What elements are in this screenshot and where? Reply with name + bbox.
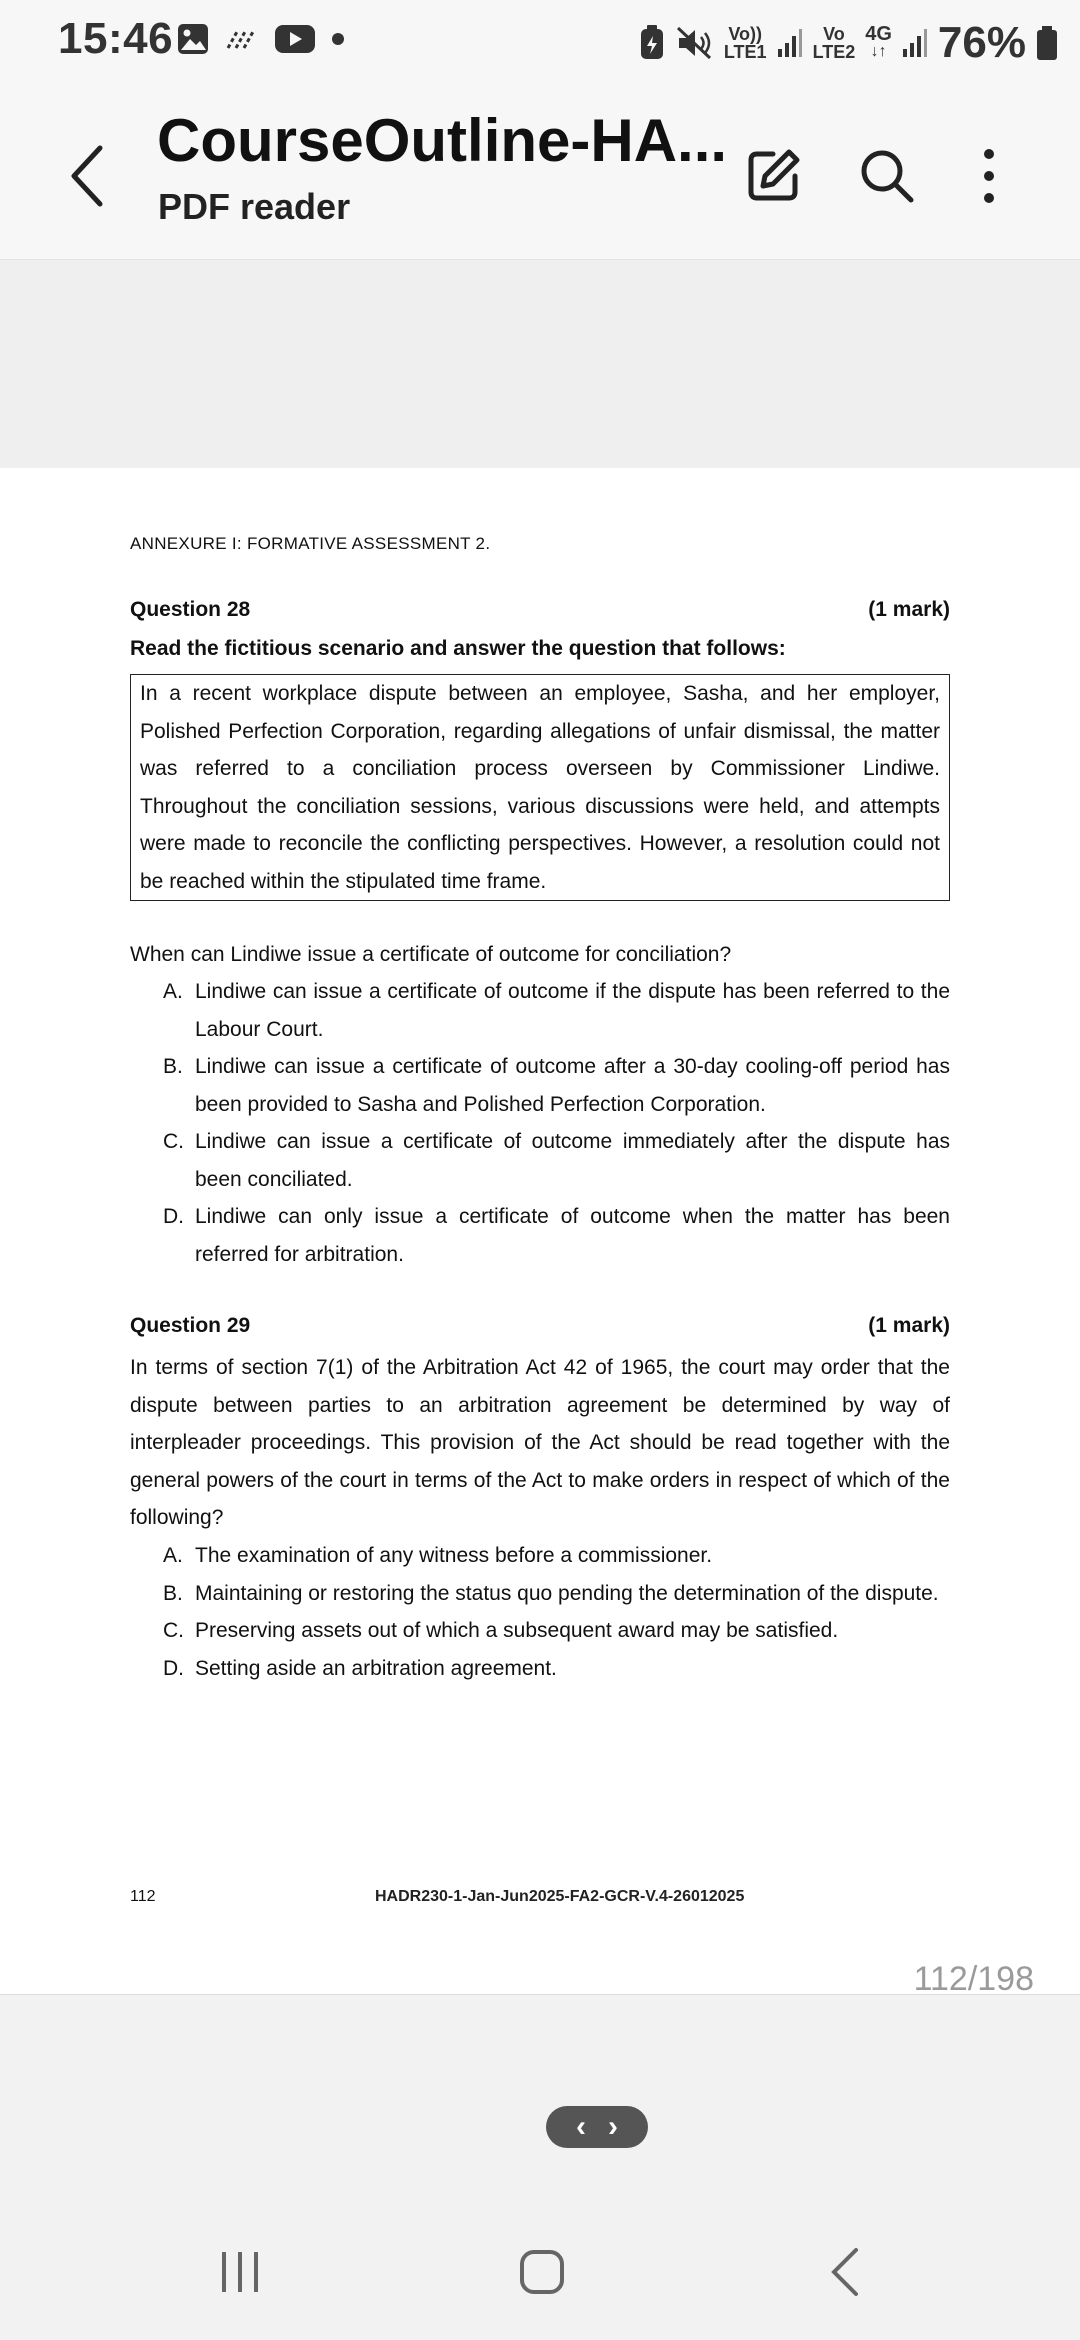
back-arrow-icon (60, 136, 120, 216)
question-29-header (130, 1314, 950, 1338)
signal-sim2-icon (902, 27, 928, 59)
app-header (0, 84, 1080, 260)
search-icon (857, 146, 917, 206)
signal-sim1-icon (777, 27, 803, 59)
prev-page-button[interactable]: ‹ (576, 2110, 586, 2143)
home-icon (519, 2249, 565, 2295)
status-bar (0, 0, 1080, 84)
question-29-marks: (1 mark) (868, 1314, 950, 1337)
document-title: CourseOutline-HA... (157, 107, 728, 174)
battery-saver-icon (638, 25, 666, 61)
edit-button[interactable] (733, 136, 813, 216)
system-nav-bar (0, 2200, 1080, 2340)
search-button[interactable] (847, 136, 927, 216)
question-28-marks: (1 mark) (868, 598, 950, 621)
battery-percent: 76% (937, 18, 1026, 67)
page-number: 112 (130, 1888, 156, 1905)
question-28-header (130, 598, 950, 622)
app-subtitle: PDF reader (158, 186, 351, 227)
mute-icon (676, 25, 714, 61)
recents-icon (218, 2250, 262, 2294)
recents-button[interactable] (200, 2242, 280, 2302)
next-page-button[interactable]: › (608, 2110, 618, 2143)
option-28-a: A. Lindiwe can issue a certificate of outcome if the dispute has been referred to the Labour Court. (163, 980, 950, 1041)
option-29-b: B. Maintaining or restoring the status quo pending the determination of the dispute. (163, 1581, 939, 1605)
option-29-c: C. Preserving assets out of which a subsequent award may be satisfied. (163, 1619, 839, 1642)
question-28-instruction: Read the fictitious scenario and answer the question that follows: (130, 637, 786, 660)
option-29-d: D. Setting aside an arbitration agreement. (163, 1656, 557, 1680)
more-vertical-icon (979, 146, 999, 206)
question-29-label: Question 29 (130, 1314, 251, 1337)
sim1-label: Vo)) LTE1 (723, 24, 767, 62)
page-navigator[interactable] (546, 2106, 648, 2148)
option-28-c: C. Lindiwe can issue a certificate of outcome immediately after the dispute has been conciliated. (163, 1130, 950, 1191)
back-button[interactable] (60, 136, 120, 216)
question-28-options (130, 973, 950, 1273)
option-29-a: A. The examination of any witness before a commissioner. (163, 1544, 713, 1567)
option-28-b: B. Lindiwe can issue a certificate of outcome after a 30-day cooling-off period has been provided to Sasha and Polished Perfection Corporation. (163, 1055, 950, 1116)
option-28-d: D. Lindiwe can only issue a certificate of outcome when the matter has been referred for arbitration. (163, 1205, 950, 1266)
pdf-page[interactable] (0, 468, 1080, 1995)
gallery-icon (176, 22, 210, 56)
network-type: 4G ↓↑ (865, 23, 892, 60)
notification-dot-icon (330, 31, 346, 47)
footer-code: HADR230-1-Jan-Jun2025-FA2-GCR-V.4-26012025 (375, 1888, 745, 1905)
youtube-icon (274, 24, 316, 54)
edit-icon (743, 146, 803, 206)
page-indicator: 112/198 (913, 1960, 1034, 1998)
back-nav-button[interactable] (806, 2242, 886, 2302)
data-transfer-icon (224, 24, 260, 54)
back-nav-icon (826, 2247, 866, 2297)
page-gap (0, 260, 1080, 469)
annexure-heading: ANNEXURE I: FORMATIVE ASSESSMENT 2. (130, 534, 491, 553)
question-29-options (130, 1537, 950, 1687)
battery-icon (1036, 25, 1058, 61)
question-28-text: When can Lindiwe issue a certificate of outcome for conciliation? (130, 943, 732, 966)
sim2-label: Vo LTE2 (812, 24, 856, 62)
more-options-button[interactable] (949, 136, 1029, 216)
clock: 15:46 (58, 14, 174, 63)
home-button[interactable] (502, 2242, 582, 2302)
scenario-box: In a recent workplace dispute between an employee, Sasha, and her employer, Polished Perfection Corporation, regarding allegations of unfair dismissal, the matter was referred to a conciliation process overseen by Commissioner Lindiwe. Throughout the conciliation sessions, various discussions were held, and attempts were made to reconcile the conflicting perspectives. However, a resolution could not be reached within the stipulated time frame. (130, 674, 950, 901)
question-28-label: Question 28 (130, 598, 251, 621)
question-29-text: In terms of section 7(1) of the Arbitration Act 42 of 1965, the court may order that the dispute between parties to an arbitration agreement be determined by way of interpleader proceedings. This provision of the Act should be read together with the general powers of the court in terms of the Act to make orders in respect of which of the following? (130, 1356, 950, 1529)
